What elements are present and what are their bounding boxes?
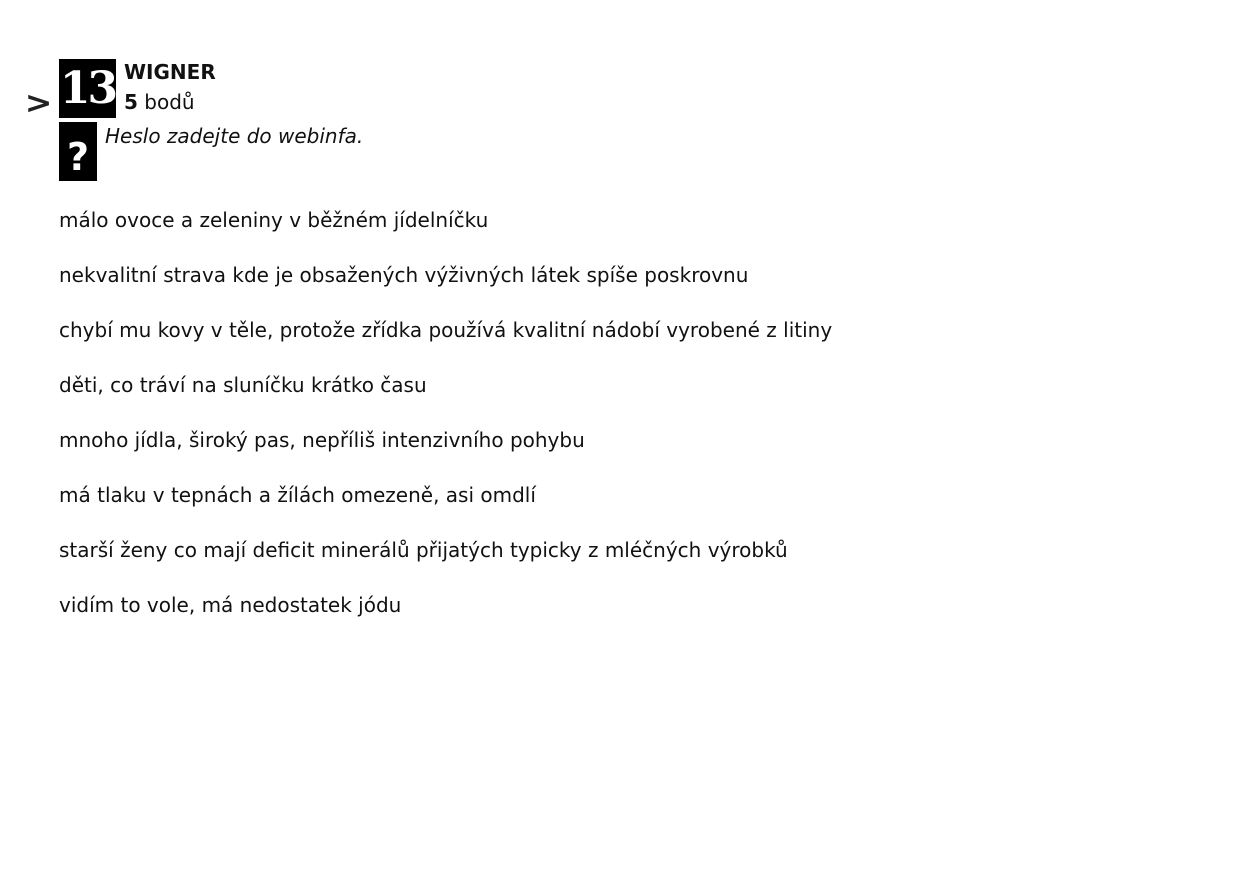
question-number: 13 [59,59,116,118]
current-question-arrow-icon: > [24,86,53,121]
help-question-icon: ? [59,122,97,181]
clue-item: málo ovoce a zeleniny v běžném jídelníčku [59,208,489,232]
question-title: WIGNER [124,60,216,84]
question-points [124,90,195,114]
clue-list [59,206,832,646]
clue-item: mnoho jídla, široký pas, nepříliš intenzivního pohybu [59,428,585,452]
points-value: 5 [124,90,138,114]
clue-item: má tlaku v tepnách a žílách omezeně, asi omdlí [59,483,536,507]
question-hint: Heslo zadejte do webinfa. [105,124,364,148]
points-label: bodů [144,90,195,114]
clue-item: starší ženy co mají deficit minerálů přijatých typicky z mléčných výrobků [59,538,788,562]
clue-item: děti, co tráví na sluníčku krátko času [59,373,427,397]
clue-item: vidím to vole, má nedostatek jódu [59,593,402,617]
clue-item: nekvalitní strava kde je obsažených výživných látek spíše poskrovnu [59,263,749,287]
clue-item: chybí mu kovy v těle, protože zřídka používá kvalitní nádobí vyrobené z litiny [59,318,833,342]
